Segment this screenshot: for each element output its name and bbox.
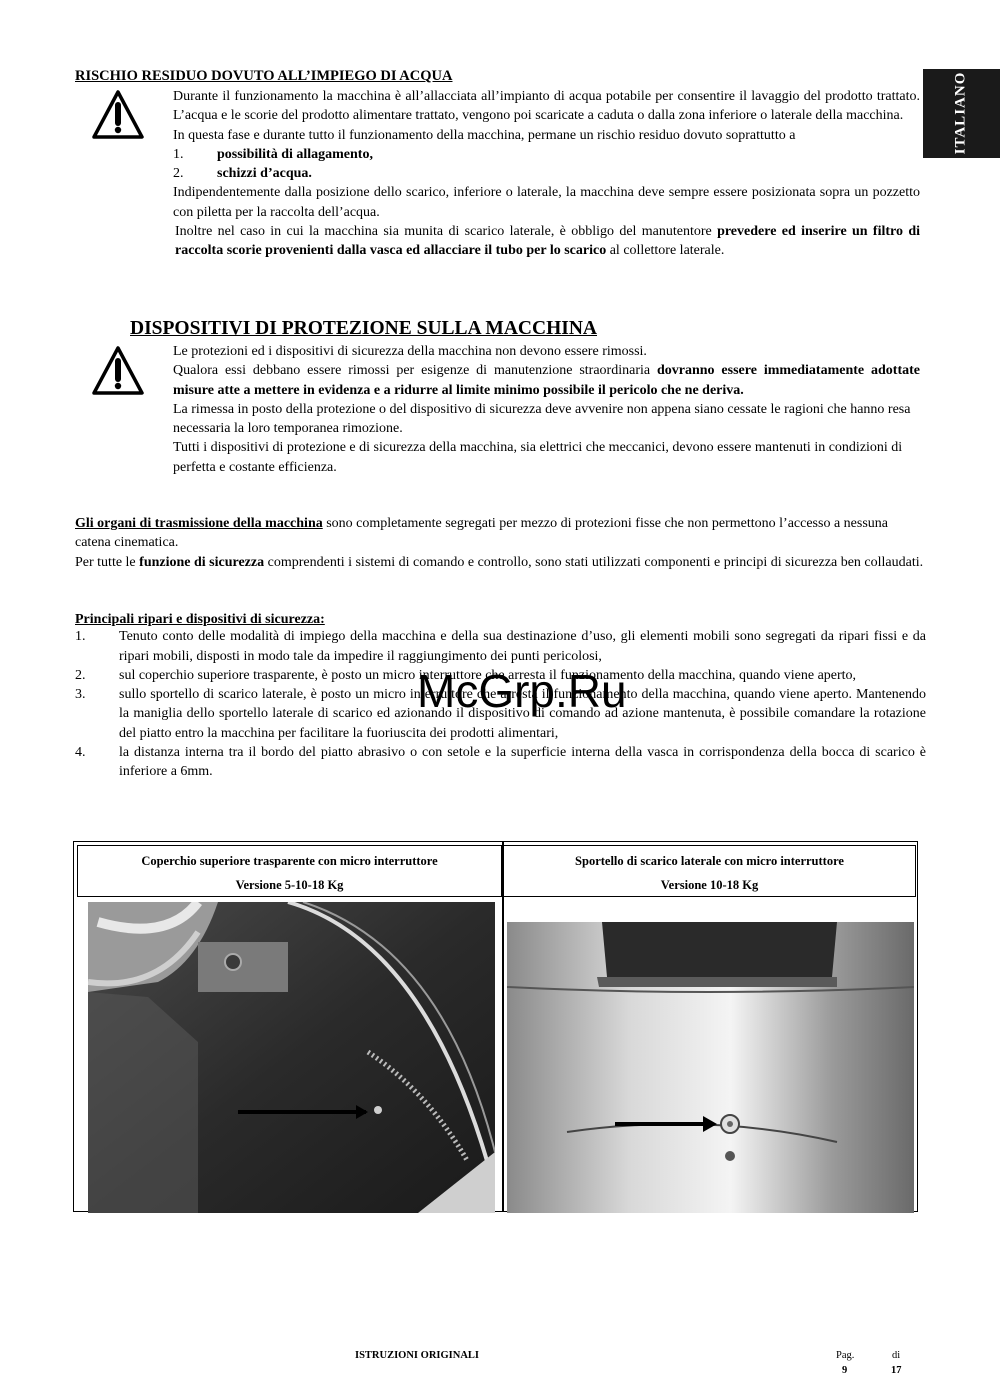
text-run: Per tutte le: [75, 554, 140, 570]
warning-triangle-icon: [92, 89, 144, 141]
guard-list-item: [75, 627, 926, 666]
text-run: Qualora essi debbano essere rimossi per esigenze di manutenzione straordinaria: [173, 363, 657, 379]
photo-lid-switch: [88, 902, 495, 1213]
table-header-version: Versione 5-10-18 Kg: [235, 878, 344, 892]
list-text: possibilità di allagamento,: [217, 146, 373, 162]
text-run-bold: dovranno essere immediatamente adottate misure atte a mettere in evidenza e a ridurre al limite minimo possibile il pericolo che ne deriva.: [173, 363, 920, 398]
section2-paragraph: [173, 361, 920, 400]
language-tab-label: ITALIANO: [952, 71, 969, 155]
section-title-water-risk: RISCHIO RESIDUO DOVUTO ALL’IMPIEGO DI ACQUA: [75, 68, 453, 84]
section1-paragraph: In questa fase e durante tutto il funzionamento della macchina, permane un rischio residuo dovuto soprattutto a: [173, 127, 796, 143]
footer-label: ISTRUZIONI ORIGINALI: [355, 1350, 479, 1361]
table-header-version: Versione 10-18 Kg: [660, 878, 759, 892]
text-run-bold-underline: Gli organi di trasmissione della macchina: [75, 516, 323, 531]
photo-door-switch-image: [507, 902, 914, 1213]
list-number: 4.: [75, 745, 86, 761]
photo-table: [73, 841, 918, 1212]
table-header-title: Coperchio superiore trasparente con micro interruttore: [141, 854, 438, 868]
table-header-title: Sportello di scarico laterale con micro interruttore: [575, 854, 844, 868]
section2-paragraph: Tutti i dispositivi di protezione e di sicurezza della macchina, sia elettrici che meccanici, devono essere mantenuti in condizioni di perfetta e costante efficienza.: [173, 440, 903, 475]
risk-list-item: [173, 164, 920, 183]
list-text: Tenuto conto delle modalità di impiego della macchina e della sua destinazione d’uso, gli elementi mobili sono segregati da ripari fissi e da ripari mobili, disposti in modo tale da impedire il raggiungimento dei punti pericolosi,: [119, 629, 926, 664]
table-header-left: [77, 845, 502, 897]
list-number: 1.: [173, 146, 184, 162]
text-run: comprendenti i sistemi di comando e controllo, sono stati utilizzati componenti e principi di sicurezza ben collaudati.: [264, 554, 924, 570]
section1-paragraph: Durante il funzionamento la macchina è all’allacciata all’impianto di acqua potabile per consentire il lavaggio del prodotto trattato. L’acqua e le scorie del prodotto alimentare trattato, vengono poi scaricate a caduta o dalla zona inferiore o laterale della macchina.: [173, 89, 920, 124]
transmission-paragraph: [75, 514, 926, 553]
transmission-body: [75, 514, 926, 572]
footer-page-label: Pag.: [836, 1350, 855, 1361]
list-number: 3.: [75, 687, 86, 703]
list-number: 2.: [75, 667, 86, 683]
warning-triangle-icon: [92, 345, 144, 397]
guards-title: Principali ripari e dispositivi di sicurezza:: [75, 612, 325, 627]
transmission-paragraph: [75, 553, 926, 572]
section1-paragraph: [175, 222, 920, 261]
section-title-protection-devices: DISPOSITIVI DI PROTEZIONE SULLA MACCHINA: [130, 318, 598, 339]
text-run: al collettore laterale.: [606, 243, 725, 259]
footer-page-number: 9: [842, 1365, 848, 1376]
section2-paragraph: La rimessa in posto della protezione o del dispositivo di sicurezza deve avvenire non appena siano cessate le ragioni che hanno resa necessaria la loro temporanea rimozione.: [173, 401, 911, 437]
footer-of-label: di: [892, 1350, 901, 1361]
section1-paragraph: Indipendentemente dalla posizione dello scarico, inferiore o laterale, la macchina deve sempre essere posizionata sopra un pozzetto con piletta per la raccolta dell’acqua.: [173, 185, 920, 220]
table-divider: [502, 842, 504, 1211]
list-text: sullo sportello di scarico laterale, è posto un micro interruttore che arresta il funzionamento della macchina, quando viene aperto. Mantenendo la maniglia dello sportello laterale di scarico ed azionando il dispositivo di comando ad azione mantenuta, è possibile comandare la rotazione del piatto entro la macchina per facilitare la fuoriuscita dei prodotti alimentari,: [119, 687, 926, 741]
list-text: la distanza interna tra il bordo del piatto abrasivo o con setole e la superficie interna della vasca in corrispondenza della bocca di scarico è inferiore a 6mm.: [119, 745, 926, 780]
section2-body: [173, 342, 920, 477]
text-run: sono completamente segregati per mezzo di protezioni fisse che non permettono l’accesso a nessuna catena cinematica.: [75, 516, 888, 551]
footer-page-total: 17: [891, 1365, 902, 1376]
photo-lid-switch-image: [88, 902, 495, 1213]
language-tab: [923, 69, 1000, 158]
photo-door-switch: [507, 902, 914, 1213]
guard-list-item: [75, 743, 926, 782]
table-header-right: [503, 845, 916, 897]
text-run-bold: funzione di sicurezza: [139, 554, 265, 570]
section1-body: [173, 87, 920, 261]
risk-list-item: [173, 145, 920, 164]
text-run-bold: prevedere ed inserire un filtro di raccolta scorie provenienti dalla vasca ed allacciare il tubo per lo scarico: [175, 224, 921, 259]
section2-paragraph: Le protezioni ed i dispositivi di sicurezza della macchina non devono essere rimossi.: [173, 344, 647, 359]
watermark: McGrp.Ru: [417, 665, 627, 717]
list-text: schizzi d’acqua.: [217, 166, 312, 182]
list-number: 2.: [173, 166, 184, 182]
list-text: sul coperchio superiore trasparente, è posto un micro interruttore che arresta il funzionamento della macchina, quando viene aperto,: [119, 667, 857, 683]
text-run: Inoltre nel caso in cui la macchina sia munita di scarico laterale, è obbligo del manutentore: [175, 224, 718, 240]
list-number: 1.: [75, 629, 86, 645]
